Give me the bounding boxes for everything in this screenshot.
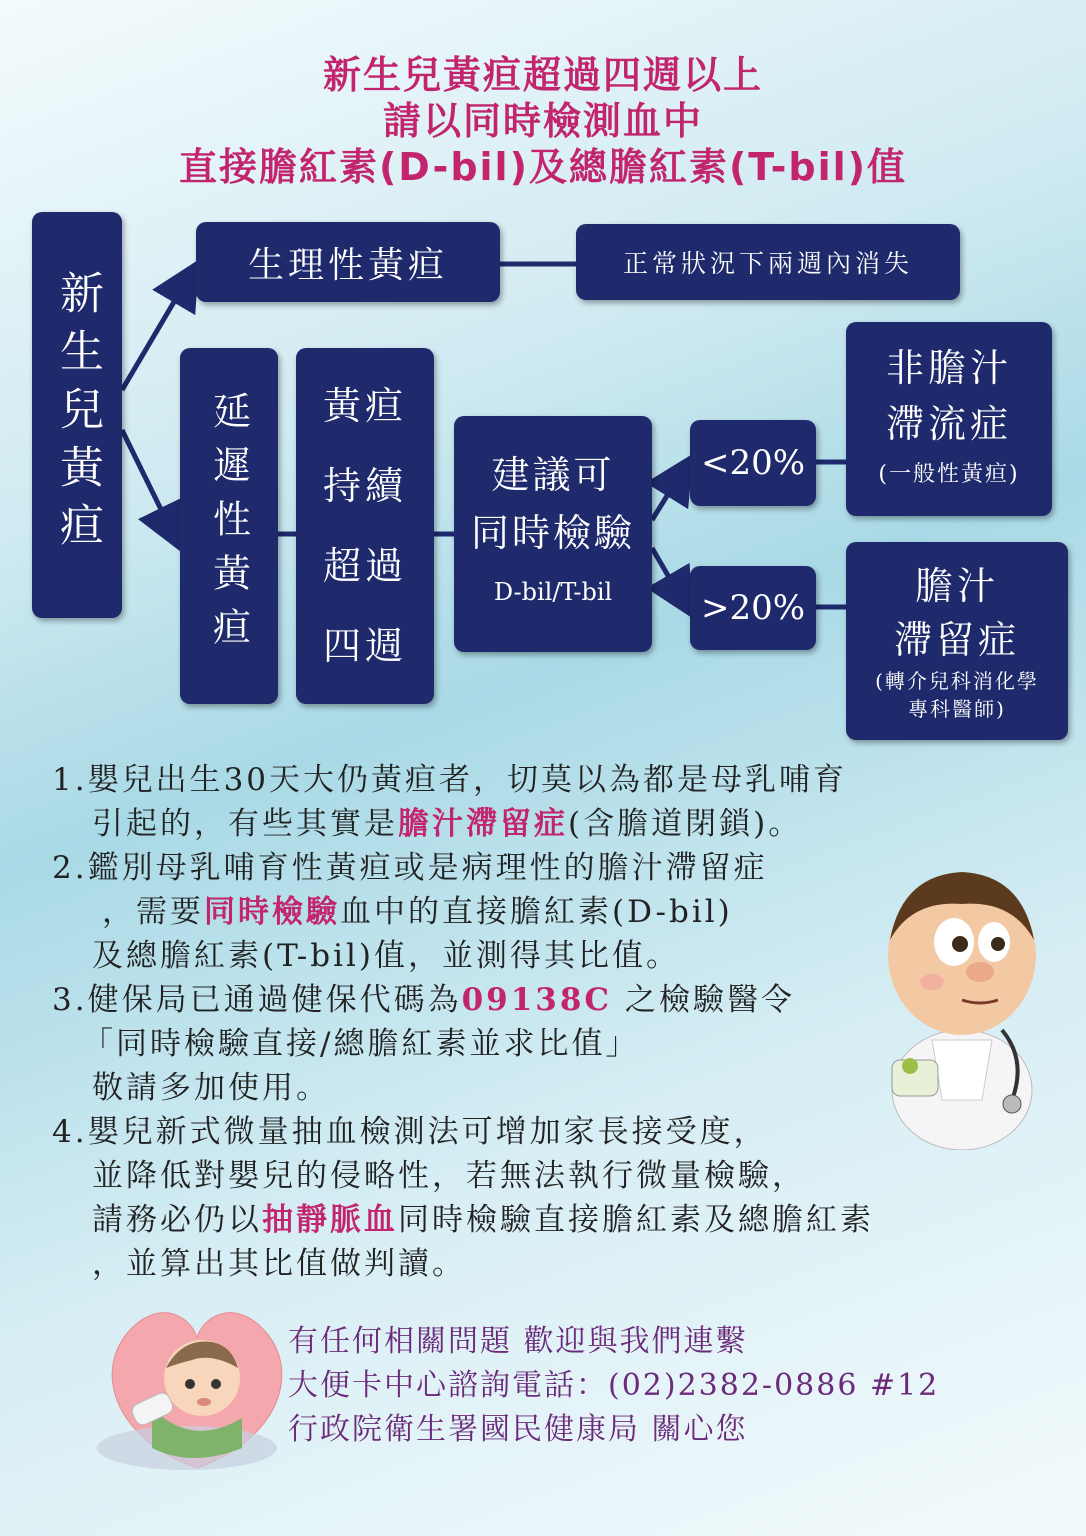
note-3-highlight: 09138C: [461, 982, 613, 1018]
title-line-1: 新生兒黃疸超過四週以上: [322, 53, 763, 97]
physiological-box: [196, 222, 500, 302]
arrow-to-lt: [652, 462, 688, 520]
note-1-line-1: 1.嬰兒出生30天大仍黃疸者，切莫以為都是母乳哺育: [52, 762, 848, 798]
note-4-line-2: 並降低對嬰兒的侵略性，若無法執行微量檢驗，: [92, 1158, 806, 1194]
note-1-text-end: (含膽道閉鎖)。: [568, 806, 803, 842]
non-cholestasis-line-2: 滯流症: [885, 402, 1012, 446]
doctor-illustration: [862, 860, 1052, 1150]
non-cholestasis-box: [846, 322, 1052, 516]
recommend-test: D-bil/T-bil: [493, 578, 613, 606]
note-4-line-1: 4.嬰兒新式微量抽血檢測法可增加家長接受度，: [52, 1114, 768, 1150]
lt-label: <20%: [700, 443, 806, 483]
persist-line-2: 持續: [322, 464, 407, 508]
baby-illustration: [92, 1298, 302, 1478]
recommend-box: [454, 416, 652, 652]
contact-line-3: 行政院衛生署國民健康局 關心您: [288, 1412, 748, 1447]
root-label: 新生兒黃疸: [52, 270, 103, 560]
root-box: [32, 212, 122, 618]
note-1-line-2: [52, 802, 1032, 846]
title-line-3: 直接膽紅素(D-bil)及總膽紅素(T-bil)值: [178, 145, 908, 189]
contact-block: [288, 1320, 939, 1452]
cholestasis-note-2: 專科醫師): [908, 697, 1006, 721]
non-cholestasis-line-1: 非膽汁: [885, 346, 1012, 390]
contact-line-1: 有任何相關問題 歡迎與我們連繫: [288, 1324, 748, 1359]
cholestasis-box: [846, 542, 1068, 740]
persist-line-3: 超過: [322, 544, 407, 588]
recommend-line-2: 同時檢驗: [470, 511, 635, 555]
title-line-2: 請以同時檢測血中: [382, 99, 703, 143]
physiological-note: 正常狀況下兩週內消失: [622, 249, 913, 278]
note-4-line-3: [52, 1198, 1032, 1242]
arrow-to-gt: [652, 548, 688, 610]
note-2-highlight: 同時檢驗: [204, 894, 340, 930]
recommend-line-1: 建議可: [491, 453, 615, 497]
note-3-line-3: 敬請多加使用。: [92, 1070, 330, 1106]
note-2-line-3: 及總膽紅素(T-bil)值，並測得其比值。: [92, 938, 681, 974]
note-4-highlight: 抽靜脈血: [262, 1202, 398, 1238]
cholestasis-note-1: (轉介兒科消化學: [875, 669, 1039, 693]
delayed-label: 延遲性黃疸: [206, 391, 251, 661]
cholestasis-line-1: 膽汁: [914, 564, 999, 608]
note-4-line-4: ，並算出其比值做判讀。: [92, 1246, 466, 1282]
note-2-line-1: 2.鑑別母乳哺育性黃疸或是病理性的膽汁滯留症: [52, 850, 768, 886]
arrow-to-delayed: [122, 430, 178, 544]
lt-box: [690, 420, 816, 506]
non-cholestasis-note: (一般性黃疸): [878, 462, 1020, 487]
delayed-box: [180, 348, 278, 704]
gt-label: >20%: [700, 588, 806, 628]
cholestasis-line-2: 滯留症: [893, 618, 1020, 662]
persist-line-1: 黃疸: [322, 384, 407, 428]
note-2-text-end: 血中的直接膽紅素(D-bil): [340, 894, 733, 930]
note-1-text: 引起的，有些其實是: [92, 806, 398, 842]
note-3-line-2: 「同時檢驗直接/總膽紅素並求比值」: [82, 1026, 640, 1062]
note-3-text-end: 之檢驗醫令: [612, 982, 795, 1018]
note-3-text: 3.健保局已通過健保代碼為: [52, 982, 462, 1018]
persist-box: [296, 348, 434, 704]
note-1-highlight: 膽汁滯留症: [398, 806, 568, 842]
persist-line-4: 四週: [322, 624, 407, 668]
note-2-text: ，需要: [102, 894, 204, 930]
note-4-text: 請務必仍以: [92, 1202, 262, 1238]
physiological-label: 生理性黃疸: [247, 244, 448, 286]
gt-box: [690, 566, 816, 650]
contact-line-2: 大便卡中心諮詢電話：(02)2382-0886 #12: [288, 1368, 940, 1403]
note-4-text-end: 同時檢驗直接膽紅素及總膽紅素: [398, 1202, 874, 1238]
physiological-note-box: [576, 224, 960, 300]
